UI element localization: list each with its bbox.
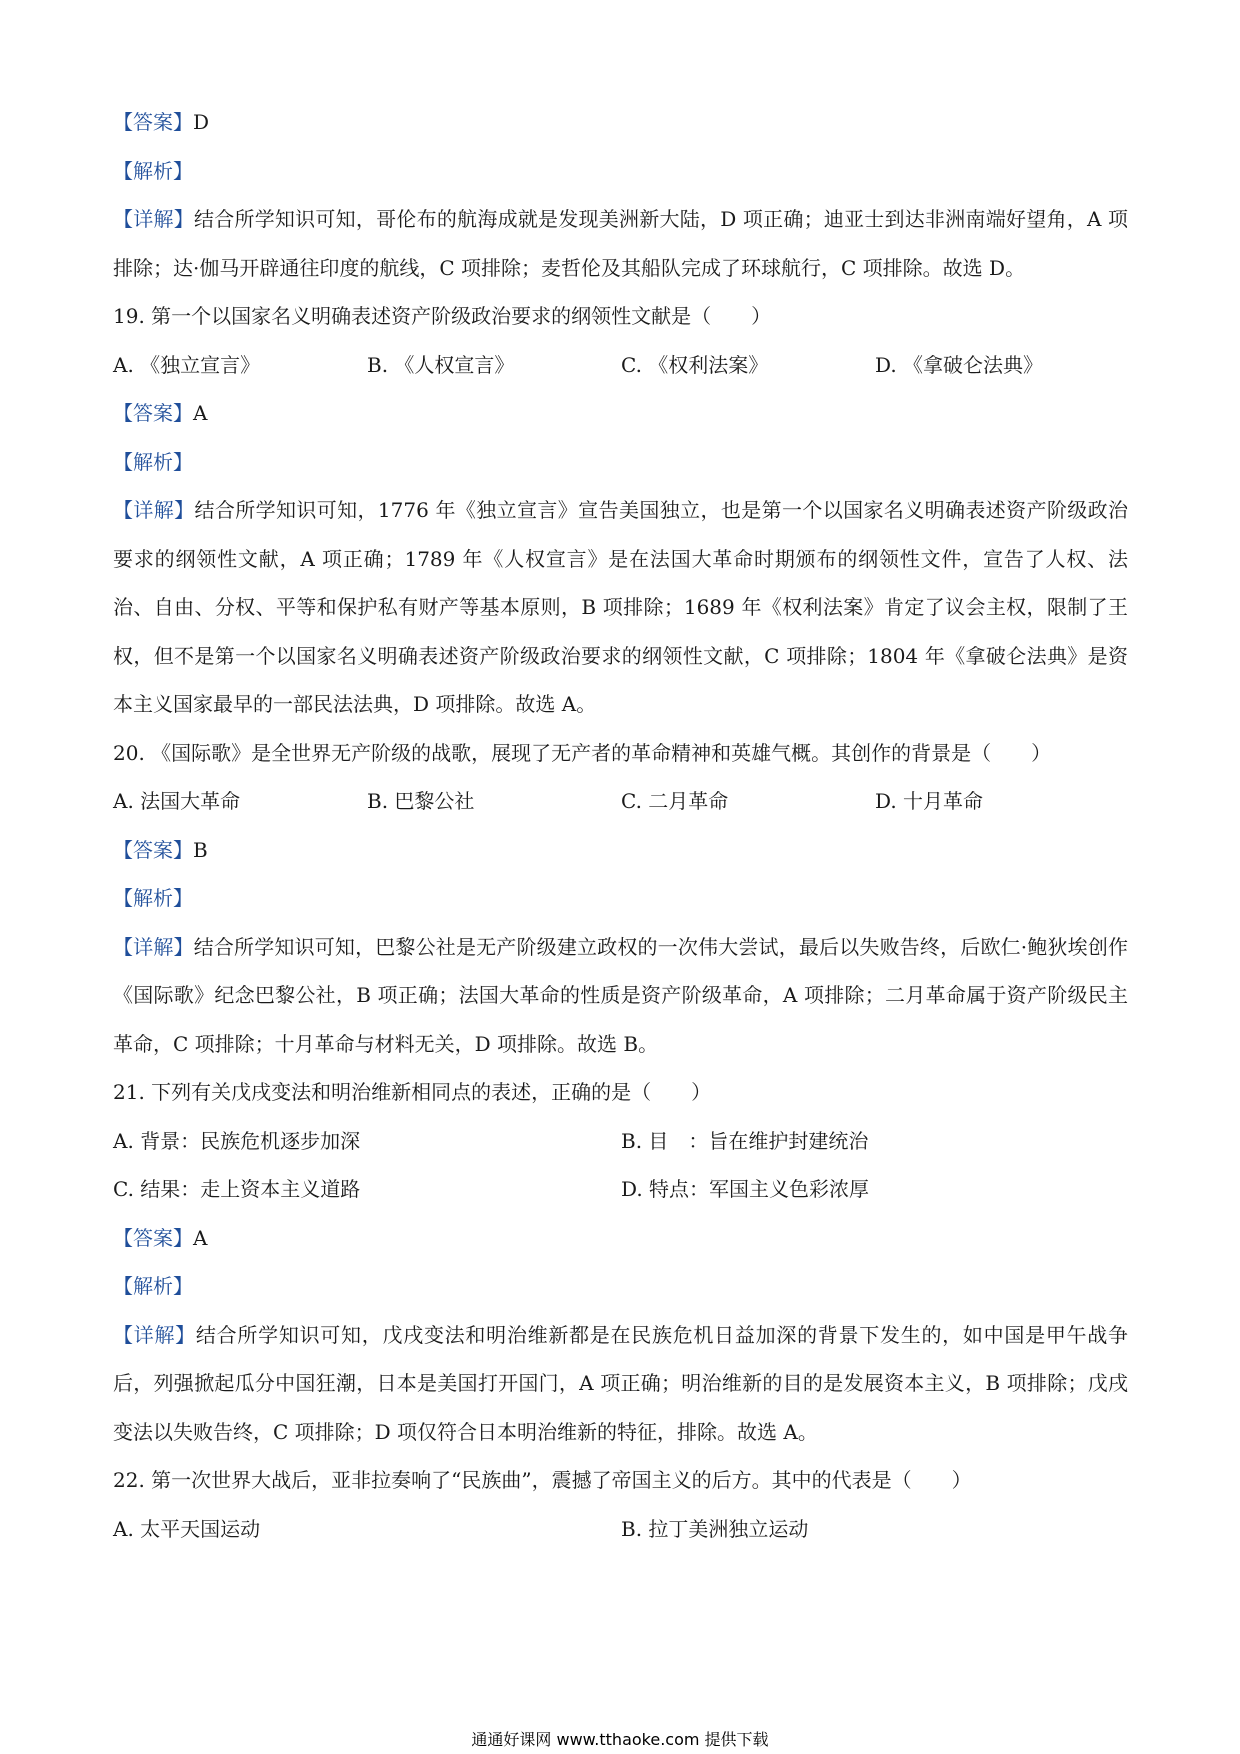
q18-detail-text: 结合所学知识可知，哥伦布的航海成就是发现美洲新大陆，D 项正确；迪亚士到达非洲南端好望角，A 项排除；达·伽马开辟通往印度的航线，C 项排除；麦哲伦及其船队完成了环球航行，C 项排除。故选 D。 — [113, 207, 1128, 280]
q19-option-d: D. 《拿破仑法典》 — [875, 352, 1044, 377]
q20-options — [113, 777, 1128, 826]
q19-stem: 19. 第一个以国家名义明确表述资产阶级政治要求的纲领性文献是（ ） — [113, 304, 772, 328]
analysis-label: 【解析】 — [113, 449, 193, 474]
q20-answer-value: B — [193, 837, 208, 862]
q20-option-a: A. 法国大革命 — [113, 789, 241, 813]
detail-label: 【详解】 — [113, 207, 194, 231]
q19-answer — [113, 389, 1128, 438]
q20-detail-text: 结合所学知识可知，巴黎公社是无产阶级建立政权的一次伟大尝试，最后以失败告终，后欧仁·鲍狄埃创作《国际歌》纪念巴黎公社，B 项正确；法国大革命的性质是资产阶级革命，A 项排除；二月革命属于资产阶级民主革命，C 项排除；十月革命与材料无关，D 项排除。故选 B。 — [113, 934, 1129, 1056]
q19-answer-value: A — [193, 401, 208, 425]
document-page — [113, 98, 1128, 1553]
q21-option-d: D. 特点：军国主义色彩浓厚 — [621, 1177, 870, 1201]
q18-analysis — [113, 147, 1128, 196]
detail-label: 【详解】 — [113, 934, 194, 959]
analysis-label: 【解析】 — [113, 158, 193, 183]
q19-option-b: B. 《人权宣言》 — [367, 352, 515, 377]
q22-option-a: A. 太平天国运动 — [113, 1516, 261, 1541]
q19-options — [113, 341, 1128, 390]
q21-option-b: B. 目 ：旨在维护封建统治 — [621, 1128, 869, 1153]
q22-options — [113, 1505, 1128, 1554]
q21-analysis — [113, 1262, 1128, 1311]
analysis-label: 【解析】 — [113, 886, 193, 910]
q21-options-row1 — [113, 1117, 1128, 1166]
q21-detail-text: 结合所学知识可知，戊戌变法和明治维新都是在民族危机日益加深的背景下发生的，如中国是甲午战争后，列强掀起瓜分中国狂潮，日本是美国打开国门，A 项正确；明治维新的目的是发展资本主义，B 项排除；戊戌变法以失败告终，C 项排除；D 项仅符合日本明治维新的特征，排除。故选 A。 — [113, 1322, 1129, 1444]
q22-stem: 22. 第一次世界大战后，亚非拉奏响了“民族曲”，震撼了帝国主义的后方。其中的代表是（ ） — [113, 1468, 972, 1492]
q20-analysis — [113, 874, 1128, 923]
answer-label: 【答案】 — [113, 837, 193, 862]
q21-detail — [113, 1311, 1128, 1457]
q21-option-c: C. 结果：走上资本主义道路 — [113, 1177, 361, 1201]
q21-options-row2 — [113, 1165, 1128, 1214]
answer-label: 【答案】 — [113, 1225, 193, 1250]
q20-stem: 20. 《国际歌》是全世界无产阶级的战歌，展现了无产者的革命精神和英雄气概。其创作的背景是（ ） — [113, 740, 1052, 765]
detail-label: 【详解】 — [113, 498, 195, 522]
q21-option-a: A. 背景：民族危机逐步加深 — [113, 1128, 361, 1153]
q19-analysis — [113, 438, 1128, 487]
q21-answer-value: A — [193, 1225, 208, 1250]
q19-option-a: A. 《独立宣言》 — [113, 352, 261, 377]
q18-answer-value: D — [193, 110, 210, 134]
q19-option-c: C. 《权利法案》 — [621, 352, 769, 377]
footer-source: 通通好课网 www.tthaoke.com 提供下载 — [471, 1730, 769, 1749]
answer-label: 【答案】 — [113, 401, 193, 425]
q18-answer — [113, 98, 1128, 147]
q19-detail — [113, 486, 1128, 729]
q22-option-b: B. 拉丁美洲独立运动 — [621, 1516, 809, 1541]
q20-option-b: B. 巴黎公社 — [367, 789, 475, 813]
q21-answer — [113, 1214, 1128, 1263]
q19-detail-text: 结合所学知识可知，1776 年《独立宣言》宣告美国独立，也是第一个以国家名义明确表述资产阶级政治要求的纲领性文献，A 项正确；1789 年《人权宣言》是在法国大革命时期颁布的纲领性文件，宣告了人权、法治、自由、分权、平等和保护私有财产等基本原则，B 项排除；1689 年《权利法案》肯定了议会主权，限制了王权，但不是第一个以国家名义明确表述资产阶级政治要求的纲领性文献，C 项排除；1804 年《拿破仑法典》是资本主义国家最早的一部民法法典，D 项排除。故选 A。 — [113, 498, 1128, 716]
answer-label: 【答案】 — [113, 110, 193, 134]
q20-option-c: C. 二月革命 — [621, 789, 729, 813]
detail-label: 【详解】 — [113, 1322, 196, 1347]
analysis-label: 【解析】 — [113, 1274, 193, 1298]
q20-option-d: D. 十月革命 — [875, 789, 984, 813]
q20-detail — [113, 923, 1128, 1069]
q18-detail — [113, 195, 1128, 292]
q21-stem: 21. 下列有关戊戌变法和明治维新相同点的表述，正确的是（ ） — [113, 1080, 712, 1104]
q20-answer — [113, 826, 1128, 875]
